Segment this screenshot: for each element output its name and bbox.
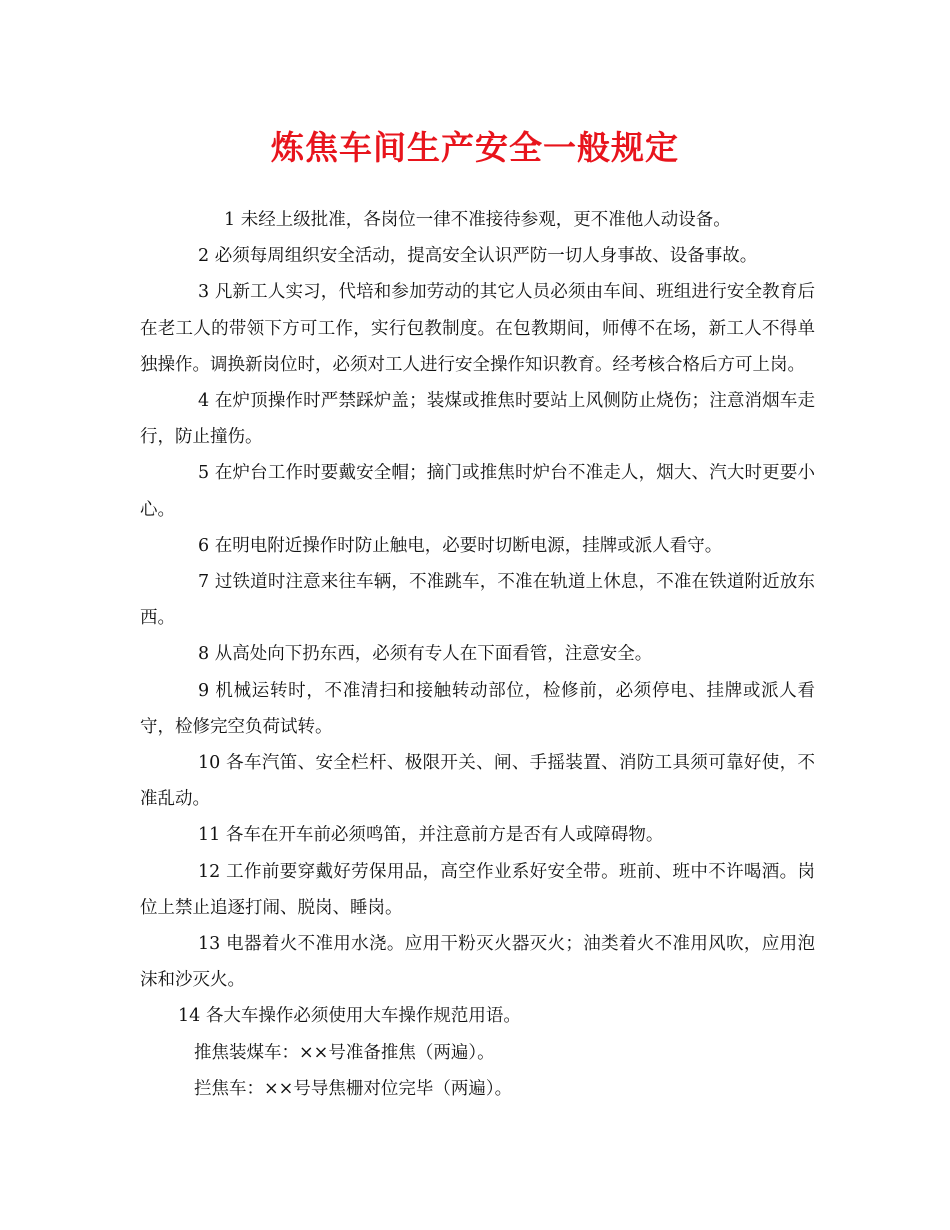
rule-paragraph-1: 1 未经上级批准，各岗位一律不准接待参观，更不准他人动设备。 [224, 210, 731, 230]
document-body [140, 202, 815, 1107]
rule-paragraph-10: 10 各车汽笛、安全栏杆、极限开关、闸、手摇装置、消防工具须可靠好使，不准乱动。 [140, 753, 815, 810]
rule-paragraph-12: 12 工作前要穿戴好劳保用品，高空作业系好安全带。班前、班中不许喝酒。岗位上禁止追逐打闹、脱岗、睡岗。 [140, 861, 815, 918]
rule-paragraph-11: 11 各车在开车前必须鸣笛，并注意前方是否有人或障碍物。 [198, 825, 664, 846]
rule-paragraph-5: 5 在炉台工作时要戴安全帽；摘门或推焦时炉台不准走人，烟大、汽大时更要小心。 [140, 463, 815, 520]
phrase-pusher-car: 推焦装煤车：××号准备推焦（两遍）。 [194, 1042, 495, 1063]
rule-paragraph-8: 8 从高处向下扔东西，必须有专人在下面看管，注意安全。 [198, 644, 653, 665]
document-title: 炼焦车间生产安全一般规定 [271, 128, 679, 167]
rule-paragraph-3: 3 凡新工人实习，代培和参加劳动的其它人员必须由车间、班组进行安全教育后在老工人的带领下方可工作，实行包教制度。在包教期间，师傅不在场，新工人不得单独操作。调换新岗位时，必须对工人进行安全操作知识教育。经考核合格后方可上岗。 [140, 282, 815, 375]
rule-paragraph-4: 4 在炉顶操作时严禁踩炉盖；装煤或推焦时要站上风侧防止烧伤；注意消烟车走行，防止撞伤。 [140, 391, 815, 448]
rule-paragraph-6: 6 在明电附近操作时防止触电，必要时切断电源，挂牌或派人看守。 [198, 535, 723, 556]
rule-paragraph-2: 2 必须每周组织安全活动，提高安全认识严防一切人身事故、设备事故。 [198, 246, 758, 267]
rule-paragraph-7: 7 过铁道时注意来往车辆，不准跳车，不准在轨道上休息，不准在铁道附近放东西。 [140, 572, 815, 629]
rule-paragraph-9: 9 机械运转时，不准清扫和接触转动部位，检修前，必须停电、挂牌或派人看守，检修完空负荷试转。 [140, 680, 815, 737]
rule-paragraph-14: 14 各大车操作必须使用大车操作规范用语。 [178, 1006, 521, 1027]
phrase-coke-guide-car: 拦焦车：××号导焦栅对位完毕（两遍）。 [194, 1078, 513, 1099]
rule-paragraph-13: 13 电器着火不准用水浇。应用干粉灭火器灭火；油类着火不准用风吹，应用泡沫和沙灭火。 [140, 934, 815, 991]
